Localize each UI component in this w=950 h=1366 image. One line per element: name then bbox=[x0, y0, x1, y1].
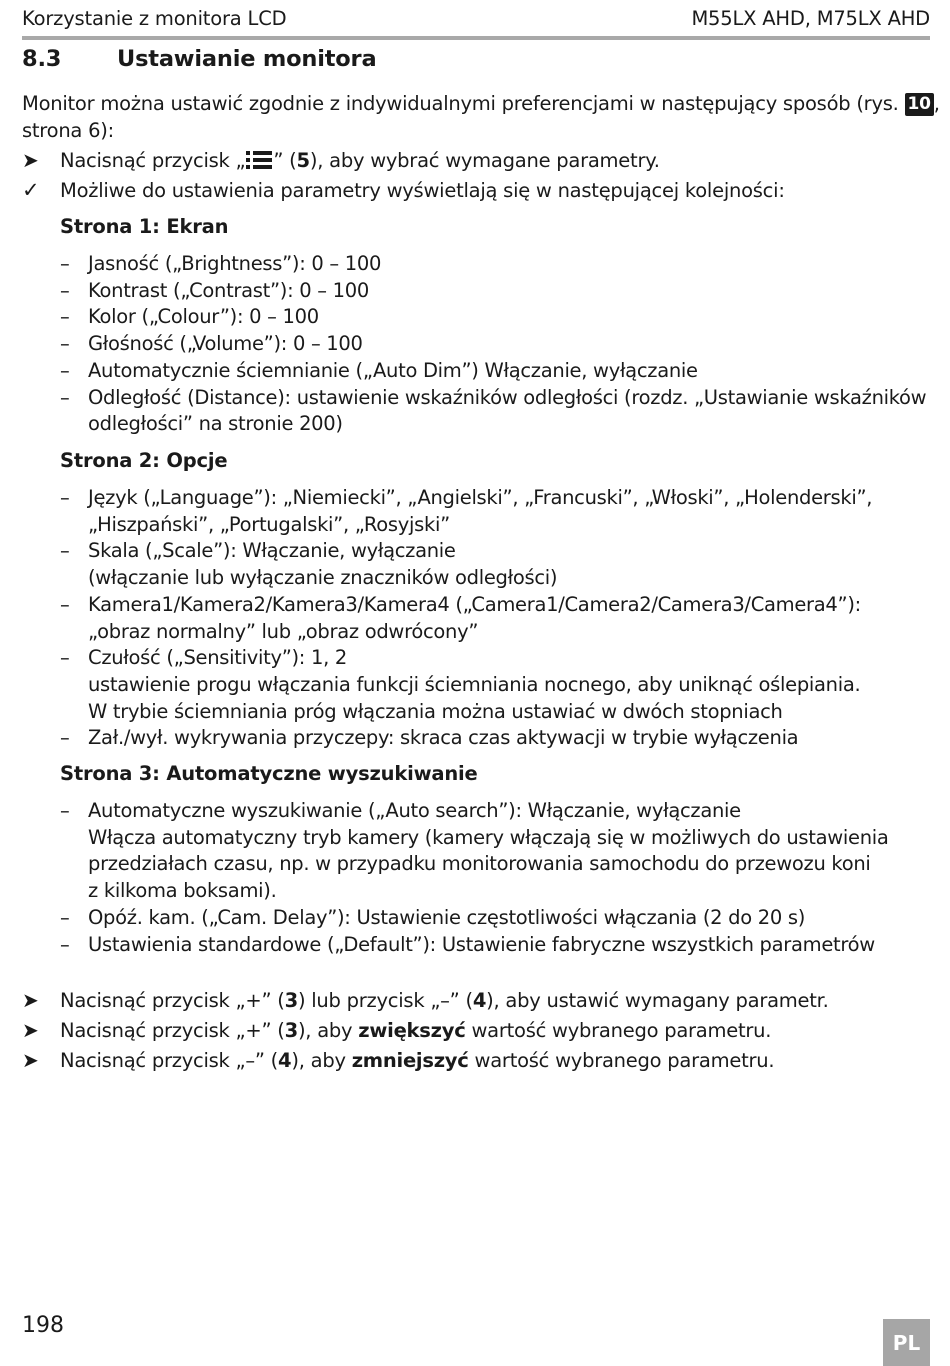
subheading-page1: Strona 1: Ekran bbox=[60, 215, 229, 238]
list-item-text bbox=[88, 304, 930, 331]
arrow-bullet-icon: ➤ bbox=[22, 988, 39, 1012]
manual-page bbox=[22, 0, 940, 1366]
list-item-text bbox=[88, 278, 930, 305]
dash-bullet: – bbox=[60, 539, 70, 563]
list-item-line: (włączanie lub wyłączanie znaczników odległości) bbox=[88, 566, 558, 590]
list-item-text bbox=[88, 385, 930, 438]
step-text: ), aby bbox=[291, 1049, 352, 1072]
list-item-text bbox=[88, 538, 930, 591]
section-title: Ustawianie monitora bbox=[117, 46, 377, 72]
emphasis-text: zmniejszyć bbox=[351, 1049, 469, 1072]
intro-paragraph bbox=[22, 90, 940, 144]
list-item-text bbox=[88, 725, 930, 752]
section-heading bbox=[22, 43, 376, 75]
list-item-line: Jasność („Brightness”): 0 – 100 bbox=[88, 252, 382, 275]
list-item-text bbox=[88, 645, 930, 725]
list-item-line: Zał./wył. wykrywania przyczepy: skraca czas aktywacji w trybie wyłączenia bbox=[88, 726, 799, 750]
list-item-line: Czułość („Sensitivity”): 1, 2 bbox=[88, 646, 347, 670]
section-number: 8.3 bbox=[22, 46, 62, 72]
step-text: ), aby bbox=[297, 1019, 359, 1042]
dash-bullet: – bbox=[60, 646, 70, 670]
list-item-line: Kolor („Colour”): 0 – 100 bbox=[88, 305, 319, 329]
dash-bullet: – bbox=[60, 252, 70, 275]
list-item-line: Automatyczne wyszukiwanie („Auto search”): Włączanie, wyłączanie bbox=[88, 799, 741, 822]
subheading-page3: Strona 3: Automatyczne wyszukiwanie bbox=[60, 762, 478, 785]
dash-bullet: – bbox=[60, 726, 70, 750]
dash-bullet: – bbox=[60, 905, 70, 929]
language-badge: PL bbox=[883, 1319, 930, 1366]
header-rule bbox=[22, 36, 930, 40]
list-item-line: Głośność („Volume”): 0 – 100 bbox=[88, 332, 363, 356]
list-item-line: W trybie ściemniania próg włączania można ustawiać w dwóch stopniach bbox=[88, 699, 783, 723]
figure-reference: 10 bbox=[905, 93, 934, 116]
list-item-line: przedziałach czasu, np. w przypadku monitorowania samochodu do przewozu koni bbox=[88, 852, 871, 876]
dash-bullet: – bbox=[60, 486, 70, 509]
step-text: ) lub przycisk „–” ( bbox=[297, 989, 473, 1012]
dash-bullet: – bbox=[60, 278, 70, 302]
step-text: ” ( bbox=[273, 149, 297, 172]
key-number: 3 bbox=[284, 1019, 298, 1042]
arrow-bullet-icon: ➤ bbox=[22, 1018, 39, 1042]
list-item-line: Skala („Scale”): Włączanie, wyłączanie bbox=[88, 539, 456, 563]
list-item-line: „obraz normalny” lub „obraz odwrócony” bbox=[88, 619, 479, 643]
list-item-text bbox=[88, 358, 930, 385]
list-item-line: Odległość (Distance): ustawienie wskaźników odległości (rozdz. „Ustawianie wskaźników bbox=[88, 385, 927, 409]
key-number: 3 bbox=[284, 989, 298, 1012]
list-item-text bbox=[88, 592, 930, 645]
dash-bullet: – bbox=[60, 799, 70, 822]
arrow-bullet-icon: ➤ bbox=[22, 1048, 39, 1072]
list-item-text bbox=[88, 485, 930, 538]
step-text: wartość wybranego parametru. bbox=[468, 1049, 775, 1072]
dash-bullet: – bbox=[60, 332, 70, 356]
list-item-line: „Hiszpański”, „Portugalski”, „Rosyjski” bbox=[88, 512, 450, 536]
menu-icon bbox=[246, 150, 272, 170]
list-item-line: Automatycznie ściemnianie („Auto Dim”) Włączanie, wyłączanie bbox=[88, 358, 698, 382]
list-item-line: odległości” na stronie 200) bbox=[88, 412, 343, 436]
step-text: ), aby ustawić wymagany parametr. bbox=[486, 989, 829, 1012]
list-item-line: ustawienie progu włączania funkcji ściemniania nocnego, aby uniknąć oślepiania. bbox=[88, 672, 861, 696]
header-model-names: M55LX AHD, M75LX AHD bbox=[691, 7, 930, 30]
key-number: 4 bbox=[278, 1049, 292, 1072]
list-item-line: Włącza automatyczny tryb kamery (kamery włączają się w możliwych do ustawienia bbox=[88, 825, 889, 849]
list-item-text bbox=[88, 905, 930, 932]
key-number: 4 bbox=[472, 989, 487, 1012]
result-text: Możliwe do ustawienia parametry wyświetlają się w następującej kolejności: bbox=[60, 179, 785, 202]
dash-bullet: – bbox=[60, 385, 70, 409]
dash-bullet: – bbox=[60, 592, 70, 616]
list-item-text bbox=[88, 331, 930, 358]
dash-bullet: – bbox=[60, 932, 70, 956]
list-item-line: Kamera1/Kamera2/Kamera3/Kamera4 („Camera1/Camera2/Camera3/Camera4”): bbox=[88, 592, 861, 616]
header-chapter-title: Korzystanie z monitora LCD bbox=[22, 7, 287, 30]
key-number: 5 bbox=[296, 149, 310, 172]
step-text: wartość wybranego parametru. bbox=[465, 1019, 772, 1042]
intro-comma: , bbox=[933, 92, 940, 115]
list-item-line: Ustawienia standardowe („Default”): Ustawienie fabryczne wszystkich parametrów bbox=[88, 932, 875, 956]
list-item-line: z kilkoma boksami). bbox=[88, 879, 277, 903]
intro-text-line2: strona 6): bbox=[22, 119, 114, 142]
intro-text: Monitor można ustawić zgodnie z indywidualnymi preferencjami w następujący sposób (rys. bbox=[22, 92, 899, 115]
list-item-text bbox=[88, 251, 930, 278]
emphasis-text: zwiększyć bbox=[358, 1019, 466, 1042]
step-text: Nacisnąć przycisk „–” ( bbox=[60, 1049, 279, 1072]
dash-bullet: – bbox=[60, 305, 70, 329]
step-text: Nacisnąć przycisk „+” ( bbox=[60, 989, 285, 1012]
running-header bbox=[22, 6, 930, 32]
list-item-line: Język („Language”): „Niemiecki”, „Angielski”, „Francuski”, „Włoski”, „Holenderski”, bbox=[88, 486, 873, 509]
arrow-bullet-icon: ➤ bbox=[22, 148, 39, 172]
list-item-line: Kontrast („Contrast”): 0 – 100 bbox=[88, 278, 369, 302]
page-number: 198 bbox=[22, 1313, 64, 1338]
list-item-text bbox=[88, 932, 930, 959]
list-item-line: Opóź. kam. („Cam. Delay”): Ustawienie częstotliwości włączania (2 do 20 s) bbox=[88, 905, 806, 929]
subheading-page2: Strona 2: Opcje bbox=[60, 449, 228, 472]
step-text: Nacisnąć przycisk „ bbox=[60, 149, 246, 172]
dash-bullet: – bbox=[60, 358, 70, 382]
step-text: Nacisnąć przycisk „+” ( bbox=[60, 1019, 285, 1042]
check-icon: ✓ bbox=[22, 178, 40, 202]
step-text: ), aby wybrać wymagane parametry. bbox=[309, 149, 660, 172]
list-item-text bbox=[88, 798, 930, 905]
